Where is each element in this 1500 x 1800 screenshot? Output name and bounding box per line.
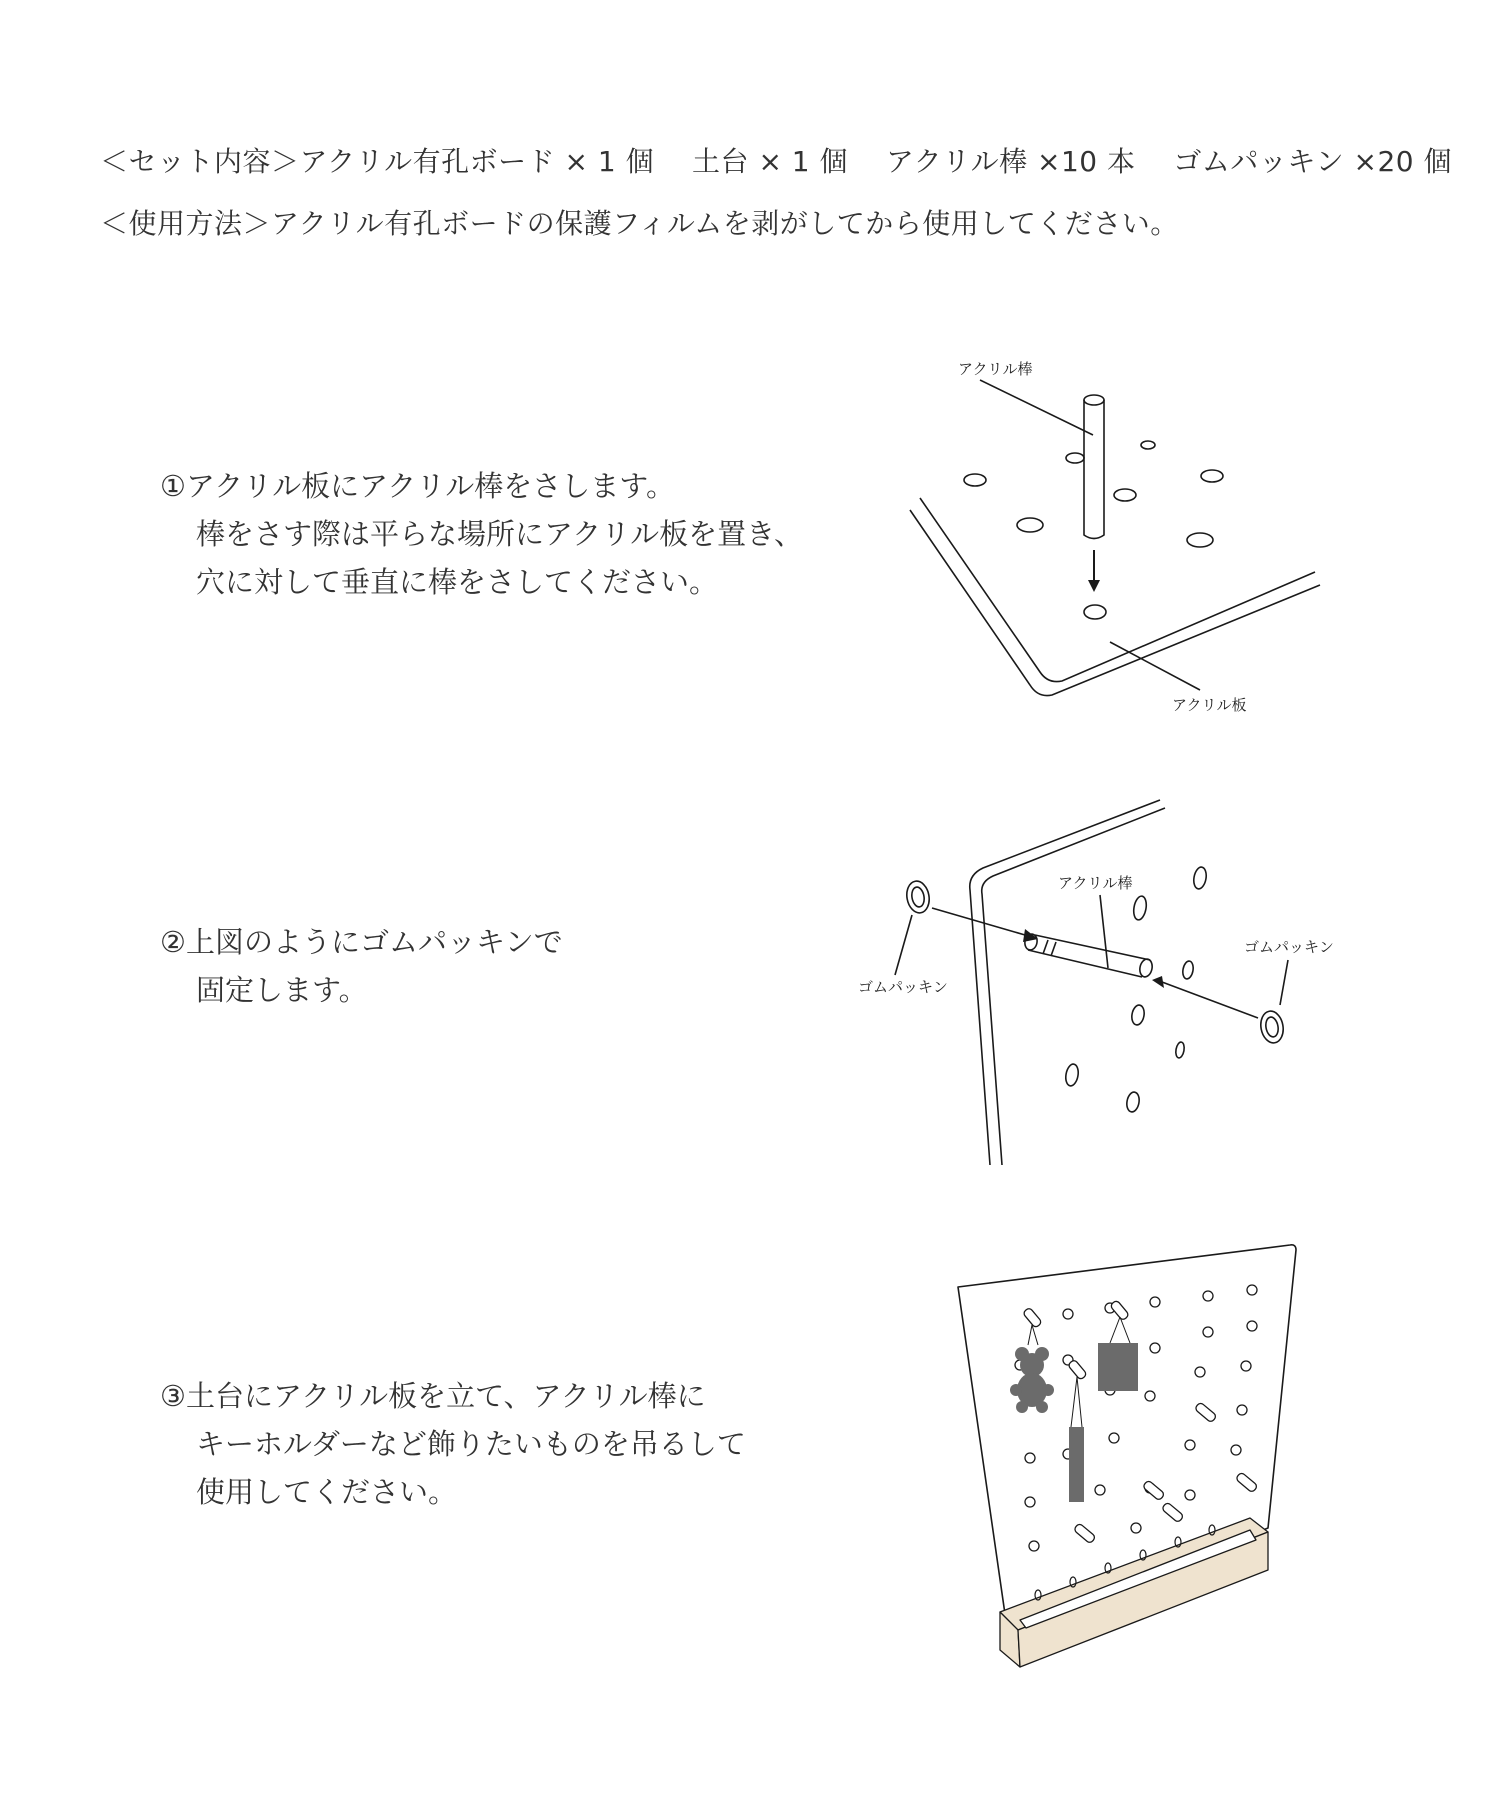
step-3-line-1: ③土台にアクリル板を立て、アクリル棒に	[160, 1379, 706, 1413]
fig2-gasket-left-label: ゴムパッキン	[858, 978, 948, 996]
set-contents-text: ＜セット内容＞アクリル有孔ボード × 1 個 土台 × 1 個 アクリル棒 ×10 本 ゴムパッキン ×20 個	[100, 145, 1452, 178]
fig1-rod-label: アクリル棒	[958, 360, 1033, 378]
step-2-line-1: ②上図のようにゴムパッキンで	[160, 925, 563, 959]
step-2-line-2: 固定します。	[196, 973, 368, 1007]
usage-text: ＜使用方法＞アクリル有孔ボードの保護フィルムを剥がしてから使用してください。	[100, 207, 1179, 240]
step-1-line-2: 棒をさす際は平らな場所にアクリル板を置き、	[196, 517, 803, 551]
figure-1-insert-rod-diagram	[880, 350, 1340, 730]
fig2-rod-label: アクリル棒	[1058, 874, 1133, 892]
step-2-instructions	[160, 918, 563, 1014]
step-1-line-3: 穴に対して垂直に棒をさしてください。	[196, 565, 719, 599]
step-3-line-2: キーホルダーなど飾りたいものを吊るして	[196, 1427, 746, 1461]
step-3-line-3: 使用してください。	[196, 1475, 458, 1509]
figure-2-gasket-diagram	[840, 790, 1360, 1170]
step-1-line-1: ①アクリル板にアクリル棒をさします。	[160, 469, 675, 503]
step-3-instructions	[160, 1372, 746, 1516]
figure-3-display-diagram	[950, 1240, 1310, 1680]
step-1-instructions	[160, 462, 803, 606]
fig2-gasket-right-label: ゴムパッキン	[1244, 938, 1334, 956]
fig1-plate-label: アクリル板	[1172, 696, 1247, 714]
